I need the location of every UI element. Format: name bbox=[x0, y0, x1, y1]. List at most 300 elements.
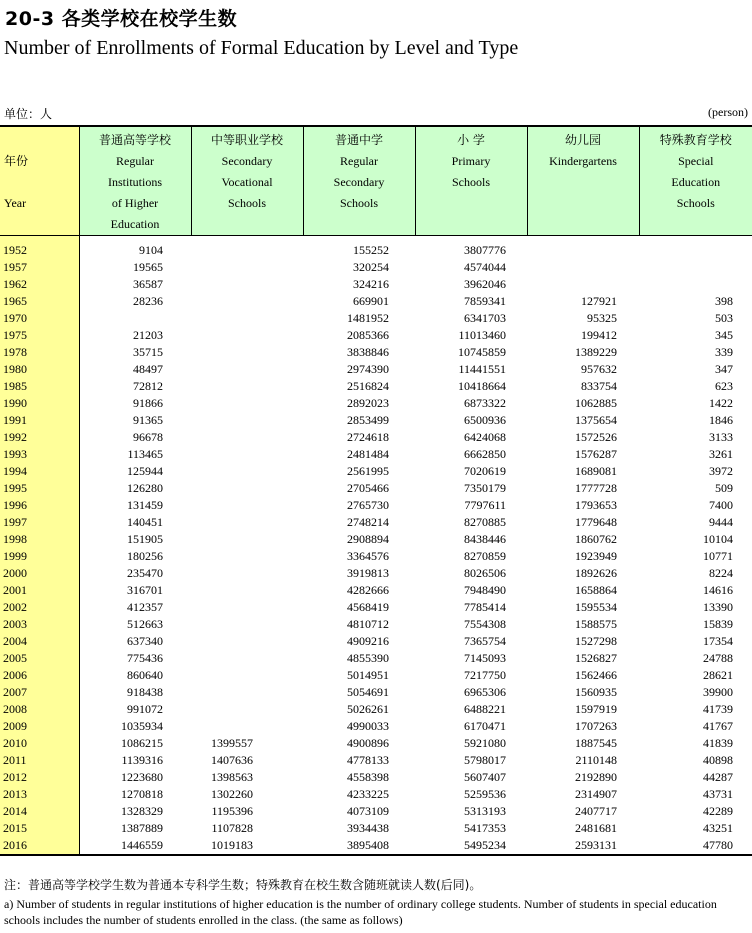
higher-education-cell: 918438 bbox=[127, 685, 163, 699]
secondary-cell: 2892023 bbox=[347, 396, 389, 410]
vocational-cell bbox=[191, 684, 303, 701]
special-education-cell: 3261 bbox=[709, 447, 733, 461]
primary-cell: 6662850 bbox=[464, 447, 506, 461]
vocational-cell bbox=[191, 310, 303, 327]
special-education-cell: 7400 bbox=[709, 498, 733, 512]
higher-education-cell: 180256 bbox=[127, 549, 163, 563]
table-row bbox=[0, 684, 752, 701]
kindergarten-cell: 1389229 bbox=[575, 345, 617, 359]
table-row bbox=[0, 599, 752, 616]
special-education-cell: 43251 bbox=[703, 821, 733, 835]
vocational-cell bbox=[191, 242, 303, 259]
vocational-cell bbox=[191, 480, 303, 497]
kindergarten-cell: 1527298 bbox=[575, 634, 617, 648]
vocational-cell bbox=[191, 582, 303, 599]
secondary-cell: 4233225 bbox=[347, 787, 389, 801]
primary-cell: 7948490 bbox=[464, 583, 506, 597]
year-cell: 1952 bbox=[0, 242, 79, 259]
higher-education-cell: 140451 bbox=[127, 515, 163, 529]
kindergarten-cell: 1777728 bbox=[575, 481, 617, 495]
vocational-cell: 1399557 bbox=[211, 736, 253, 750]
kindergarten-cell: 1595534 bbox=[575, 600, 617, 614]
column-header-en: Special bbox=[678, 154, 714, 168]
kindergarten-cell: 1375654 bbox=[575, 413, 617, 427]
vocational-cell bbox=[191, 293, 303, 310]
kindergarten-cell: 2314907 bbox=[575, 787, 617, 801]
primary-cell: 3962046 bbox=[464, 277, 506, 291]
higher-education-cell: 512663 bbox=[127, 617, 163, 631]
footnote-en: a) Number of students in regular institutions of higher education is the number of ordinary college students. Number of students in special education schools includes the number of students enrolled in the class. (the same as follows) bbox=[4, 897, 717, 927]
primary-cell: 6424068 bbox=[464, 430, 506, 444]
column-header-en: Institutions bbox=[107, 175, 162, 189]
primary-cell: 5798017 bbox=[464, 753, 506, 767]
higher-education-cell: 21203 bbox=[133, 328, 163, 342]
table-row bbox=[0, 837, 752, 855]
kindergarten-cell: 1560935 bbox=[575, 685, 617, 699]
year-cell: 2016 bbox=[0, 837, 79, 855]
column-header-en: Education bbox=[110, 217, 160, 231]
special-education-cell: 41839 bbox=[703, 736, 733, 750]
special-education-cell bbox=[639, 242, 752, 259]
column-header-en: Primary bbox=[451, 154, 491, 168]
higher-education-cell: 28236 bbox=[133, 294, 163, 308]
year-cell: 2013 bbox=[0, 786, 79, 803]
vocational-cell bbox=[191, 259, 303, 276]
higher-education-cell: 1446559 bbox=[79, 837, 191, 855]
kindergarten-cell: 1526827 bbox=[575, 651, 617, 665]
year-cell: 1999 bbox=[0, 548, 79, 565]
secondary-cell: 5014951 bbox=[347, 668, 389, 682]
primary-cell: 8026506 bbox=[464, 566, 506, 580]
secondary-cell: 3919813 bbox=[347, 566, 389, 580]
table-row bbox=[0, 395, 752, 412]
secondary-cell: 4909216 bbox=[347, 634, 389, 648]
year-header-cn: 年份 bbox=[4, 154, 29, 168]
year-cell: 1978 bbox=[0, 344, 79, 361]
secondary-cell: 4900896 bbox=[347, 736, 389, 750]
special-education-cell: 15839 bbox=[703, 617, 733, 631]
secondary-cell: 2481484 bbox=[347, 447, 389, 461]
table-row bbox=[0, 327, 752, 344]
kindergarten-cell: 833754 bbox=[581, 379, 617, 393]
table-row bbox=[0, 497, 752, 514]
vocational-cell bbox=[191, 701, 303, 718]
footnote-cn: 注：普通高等学校学生数为普通本专科学生数；特殊教育在校生数含随班就读人数(后同)。 bbox=[4, 878, 482, 892]
higher-education-cell: 1270818 bbox=[121, 787, 163, 801]
table-row bbox=[0, 293, 752, 310]
higher-education-cell: 126280 bbox=[127, 481, 163, 495]
unit-label-en: (person) bbox=[708, 105, 748, 119]
secondary-cell: 2765730 bbox=[347, 498, 389, 512]
higher-education-cell: 1387889 bbox=[121, 821, 163, 835]
secondary-cell: 4778133 bbox=[347, 753, 389, 767]
column-header-cn: 特殊教育学校 bbox=[659, 133, 732, 147]
vocational-cell bbox=[191, 446, 303, 463]
year-cell: 2014 bbox=[0, 803, 79, 820]
year-cell: 1995 bbox=[0, 480, 79, 497]
column-header-cn: 中等职业学校 bbox=[210, 133, 283, 147]
vocational-cell bbox=[191, 650, 303, 667]
special-education-cell: 40898 bbox=[703, 753, 733, 767]
table-row bbox=[0, 667, 752, 684]
special-education-cell: 43731 bbox=[703, 787, 733, 801]
special-education-cell bbox=[639, 276, 752, 293]
vocational-cell bbox=[191, 599, 303, 616]
vocational-cell: 1398563 bbox=[211, 770, 253, 784]
special-education-cell: 28621 bbox=[703, 668, 733, 682]
primary-cell: 6341703 bbox=[464, 311, 506, 325]
year-cell: 2010 bbox=[0, 735, 79, 752]
primary-cell: 5921080 bbox=[464, 736, 506, 750]
primary-cell: 8270885 bbox=[464, 515, 506, 529]
table-body bbox=[0, 236, 752, 856]
kindergarten-cell: 1597919 bbox=[575, 702, 617, 716]
higher-education-cell: 316701 bbox=[127, 583, 163, 597]
kindergarten-cell: 1588575 bbox=[575, 617, 617, 631]
year-cell: 1992 bbox=[0, 429, 79, 446]
primary-cell: 3807776 bbox=[464, 243, 506, 257]
higher-education-cell: 125944 bbox=[127, 464, 163, 478]
higher-education-cell: 9104 bbox=[139, 243, 163, 257]
kindergarten-cell: 2481681 bbox=[575, 821, 617, 835]
year-cell: 2002 bbox=[0, 599, 79, 616]
table-row bbox=[0, 344, 752, 361]
column-header-secondary bbox=[303, 126, 415, 236]
column-header-en: Regular bbox=[340, 154, 378, 168]
column-header-en: Education bbox=[671, 175, 721, 189]
vocational-cell bbox=[191, 327, 303, 344]
year-cell: 2003 bbox=[0, 616, 79, 633]
column-header-vocational bbox=[191, 126, 303, 236]
kindergarten-cell: 1707263 bbox=[575, 719, 617, 733]
year-cell: 1965 bbox=[0, 293, 79, 310]
kindergarten-cell: 1658864 bbox=[575, 583, 617, 597]
column-header-cn: 普通中学 bbox=[334, 133, 383, 147]
page-title-en: Number of Enrollments of Formal Education by Level and Type bbox=[4, 37, 519, 59]
table-row bbox=[0, 548, 752, 565]
kindergarten-cell: 1562466 bbox=[575, 668, 617, 682]
table-header bbox=[0, 126, 752, 236]
primary-cell: 7365754 bbox=[464, 634, 506, 648]
secondary-cell: 4558398 bbox=[347, 770, 389, 784]
table-row bbox=[0, 752, 752, 769]
column-header-en: Secondary bbox=[333, 175, 385, 189]
secondary-cell: 2853499 bbox=[347, 413, 389, 427]
higher-education-cell: 991072 bbox=[127, 702, 163, 716]
higher-education-cell: 113465 bbox=[127, 447, 163, 461]
kindergarten-cell: 1923949 bbox=[575, 549, 617, 563]
kindergarten-cell: 1793653 bbox=[575, 498, 617, 512]
higher-education-cell: 1086215 bbox=[121, 736, 163, 750]
year-cell: 1996 bbox=[0, 497, 79, 514]
column-header-cn: 幼儿园 bbox=[564, 133, 601, 147]
table-row bbox=[0, 718, 752, 735]
kindergarten-cell: 2593131 bbox=[527, 837, 639, 855]
table-row bbox=[0, 701, 752, 718]
table-row bbox=[0, 531, 752, 548]
kindergarten-cell: 127921 bbox=[581, 294, 617, 308]
year-cell: 2005 bbox=[0, 650, 79, 667]
vocational-cell bbox=[191, 378, 303, 395]
year-cell: 1994 bbox=[0, 463, 79, 480]
column-header-special-education bbox=[639, 126, 752, 236]
year-cell: 1957 bbox=[0, 259, 79, 276]
vocational-cell bbox=[191, 565, 303, 582]
kindergarten-cell: 957632 bbox=[581, 362, 617, 376]
vocational-cell bbox=[191, 412, 303, 429]
special-education-cell: 10104 bbox=[703, 532, 733, 546]
primary-cell: 5417353 bbox=[464, 821, 506, 835]
secondary-cell: 2561995 bbox=[347, 464, 389, 478]
higher-education-cell: 72812 bbox=[133, 379, 163, 393]
table-row bbox=[0, 276, 752, 293]
table-row bbox=[0, 514, 752, 531]
special-education-cell: 3972 bbox=[709, 464, 733, 478]
column-header-en: Vocational bbox=[221, 175, 273, 189]
column-header-cn: 普通高等学校 bbox=[98, 133, 171, 147]
vocational-cell bbox=[191, 531, 303, 548]
table-row bbox=[0, 242, 752, 259]
kindergarten-cell: 1779648 bbox=[575, 515, 617, 529]
primary-cell: 10745859 bbox=[458, 345, 506, 359]
year-cell: 1970 bbox=[0, 310, 79, 327]
column-header-en: Secondary bbox=[221, 154, 273, 168]
secondary-cell: 3895408 bbox=[303, 837, 415, 855]
vocational-cell bbox=[191, 548, 303, 565]
special-education-cell: 17354 bbox=[703, 634, 733, 648]
table-row bbox=[0, 259, 752, 276]
secondary-cell: 4990033 bbox=[347, 719, 389, 733]
table-row bbox=[0, 429, 752, 446]
vocational-cell bbox=[191, 667, 303, 684]
special-education-cell: 623 bbox=[715, 379, 733, 393]
special-education-cell: 398 bbox=[715, 294, 733, 308]
higher-education-cell: 35715 bbox=[133, 345, 163, 359]
special-education-cell: 339 bbox=[715, 345, 733, 359]
vocational-cell bbox=[191, 616, 303, 633]
table-row bbox=[0, 820, 752, 837]
special-education-cell: 39900 bbox=[703, 685, 733, 699]
vocational-cell bbox=[191, 344, 303, 361]
primary-cell: 6170471 bbox=[464, 719, 506, 733]
special-education-cell: 9444 bbox=[709, 515, 733, 529]
kindergarten-cell: 1887545 bbox=[575, 736, 617, 750]
enrollment-table bbox=[0, 125, 752, 856]
secondary-cell: 4810712 bbox=[347, 617, 389, 631]
primary-cell: 7797611 bbox=[464, 498, 506, 512]
column-header-en: Kindergartens bbox=[549, 154, 617, 168]
special-education-cell: 47780 bbox=[639, 837, 752, 855]
special-education-cell: 41739 bbox=[703, 702, 733, 716]
special-education-cell: 3133 bbox=[709, 430, 733, 444]
higher-education-cell bbox=[79, 310, 191, 327]
higher-education-cell: 1328329 bbox=[121, 804, 163, 818]
primary-cell: 5259536 bbox=[464, 787, 506, 801]
kindergarten-cell: 1572526 bbox=[575, 430, 617, 444]
higher-education-cell: 235470 bbox=[127, 566, 163, 580]
special-education-cell: 509 bbox=[715, 481, 733, 495]
special-education-cell: 41767 bbox=[703, 719, 733, 733]
special-education-cell: 13390 bbox=[703, 600, 733, 614]
secondary-cell: 4282666 bbox=[347, 583, 389, 597]
primary-cell: 6500936 bbox=[464, 413, 506, 427]
year-cell: 1993 bbox=[0, 446, 79, 463]
vocational-cell bbox=[191, 463, 303, 480]
higher-education-cell: 151905 bbox=[127, 532, 163, 546]
column-header-en: Schools bbox=[227, 196, 266, 210]
primary-cell: 7217750 bbox=[464, 668, 506, 682]
vocational-cell bbox=[191, 276, 303, 293]
kindergarten-cell: 2110148 bbox=[575, 753, 617, 767]
year-cell: 2012 bbox=[0, 769, 79, 786]
special-education-cell: 10771 bbox=[703, 549, 733, 563]
table-row bbox=[0, 446, 752, 463]
secondary-cell: 5026261 bbox=[347, 702, 389, 716]
secondary-cell: 2724618 bbox=[347, 430, 389, 444]
primary-cell: 11441551 bbox=[458, 362, 506, 376]
secondary-cell: 2705466 bbox=[347, 481, 389, 495]
table-row bbox=[0, 310, 752, 327]
table-row bbox=[0, 769, 752, 786]
kindergarten-cell: 1689081 bbox=[575, 464, 617, 478]
special-education-cell: 24788 bbox=[703, 651, 733, 665]
vocational-cell: 1302260 bbox=[211, 787, 253, 801]
table-row bbox=[0, 582, 752, 599]
primary-cell: 10418664 bbox=[458, 379, 506, 393]
vocational-cell: 1019183 bbox=[191, 837, 303, 855]
column-header-higher-education bbox=[79, 126, 191, 236]
vocational-cell: 1195396 bbox=[211, 804, 253, 818]
secondary-cell: 5054691 bbox=[347, 685, 389, 699]
table-row bbox=[0, 565, 752, 582]
secondary-cell: 669901 bbox=[353, 294, 389, 308]
secondary-cell: 155252 bbox=[353, 243, 389, 257]
higher-education-cell: 48497 bbox=[133, 362, 163, 376]
unit-label-cn: 单位：人 bbox=[4, 107, 53, 121]
secondary-cell: 320254 bbox=[353, 260, 389, 274]
vocational-cell: 1407636 bbox=[211, 753, 253, 767]
year-cell: 2015 bbox=[0, 820, 79, 837]
kindergarten-cell: 1892626 bbox=[575, 566, 617, 580]
year-cell: 1998 bbox=[0, 531, 79, 548]
higher-education-cell: 637340 bbox=[127, 634, 163, 648]
year-cell: 2011 bbox=[0, 752, 79, 769]
secondary-cell: 2908894 bbox=[347, 532, 389, 546]
special-education-cell: 1422 bbox=[709, 396, 733, 410]
special-education-cell: 42289 bbox=[703, 804, 733, 818]
secondary-cell: 1481952 bbox=[347, 311, 389, 325]
vocational-cell bbox=[191, 718, 303, 735]
kindergarten-cell bbox=[527, 259, 639, 276]
secondary-cell: 3364576 bbox=[347, 549, 389, 563]
table-row bbox=[0, 361, 752, 378]
year-header-en: Year bbox=[4, 196, 27, 210]
secondary-cell: 3838846 bbox=[347, 345, 389, 359]
year-cell: 2001 bbox=[0, 582, 79, 599]
table-row bbox=[0, 480, 752, 497]
table-row bbox=[0, 803, 752, 820]
table-row bbox=[0, 412, 752, 429]
year-cell: 1962 bbox=[0, 276, 79, 293]
vocational-cell bbox=[191, 633, 303, 650]
column-header-en: Schools bbox=[339, 196, 378, 210]
year-column-header bbox=[0, 126, 79, 236]
secondary-cell: 4073109 bbox=[347, 804, 389, 818]
kindergarten-cell: 199412 bbox=[581, 328, 617, 342]
special-education-cell: 14616 bbox=[703, 583, 733, 597]
year-cell: 2006 bbox=[0, 667, 79, 684]
vocational-cell bbox=[191, 395, 303, 412]
primary-cell: 5607407 bbox=[464, 770, 506, 784]
kindergarten-cell: 1860762 bbox=[575, 532, 617, 546]
kindergarten-cell: 95325 bbox=[587, 311, 617, 325]
year-cell: 2007 bbox=[0, 684, 79, 701]
higher-education-cell: 91866 bbox=[133, 396, 163, 410]
higher-education-cell: 1223680 bbox=[121, 770, 163, 784]
secondary-cell: 3934438 bbox=[347, 821, 389, 835]
primary-cell: 7145093 bbox=[464, 651, 506, 665]
year-cell: 1980 bbox=[0, 361, 79, 378]
higher-education-cell: 860640 bbox=[127, 668, 163, 682]
primary-cell: 8270859 bbox=[464, 549, 506, 563]
kindergarten-cell: 2192890 bbox=[575, 770, 617, 784]
year-cell: 1997 bbox=[0, 514, 79, 531]
primary-cell: 7554308 bbox=[464, 617, 506, 631]
primary-cell: 6488221 bbox=[464, 702, 506, 716]
column-header-kindergartens bbox=[527, 126, 639, 236]
year-cell: 1985 bbox=[0, 378, 79, 395]
kindergarten-cell bbox=[527, 242, 639, 259]
special-education-cell: 503 bbox=[715, 311, 733, 325]
higher-education-cell: 96678 bbox=[133, 430, 163, 444]
table-row bbox=[0, 378, 752, 395]
column-header-cn: 小 学 bbox=[457, 133, 485, 147]
vocational-cell bbox=[191, 429, 303, 446]
primary-cell: 8438446 bbox=[464, 532, 506, 546]
special-education-cell bbox=[639, 259, 752, 276]
table-row bbox=[0, 616, 752, 633]
year-cell: 2000 bbox=[0, 565, 79, 582]
special-education-cell: 1846 bbox=[709, 413, 733, 427]
kindergarten-cell: 2407717 bbox=[575, 804, 617, 818]
primary-cell: 7859341 bbox=[464, 294, 506, 308]
column-header-en: Regular bbox=[116, 154, 154, 168]
primary-cell: 6965306 bbox=[464, 685, 506, 699]
primary-cell: 5313193 bbox=[464, 804, 506, 818]
special-education-cell: 345 bbox=[715, 328, 733, 342]
kindergarten-cell: 1062885 bbox=[575, 396, 617, 410]
secondary-cell: 2085366 bbox=[347, 328, 389, 342]
table-row bbox=[0, 463, 752, 480]
primary-cell: 7350179 bbox=[464, 481, 506, 495]
year-cell: 1991 bbox=[0, 412, 79, 429]
column-header-en: Schools bbox=[451, 175, 490, 189]
page-title-cn: 20-3 各类学校在校学生数 bbox=[5, 8, 238, 30]
higher-education-cell: 775436 bbox=[127, 651, 163, 665]
primary-cell: 6873322 bbox=[464, 396, 506, 410]
primary-cell: 7020619 bbox=[464, 464, 506, 478]
higher-education-cell: 1035934 bbox=[121, 719, 163, 733]
secondary-cell: 2516824 bbox=[347, 379, 389, 393]
table-row bbox=[0, 633, 752, 650]
kindergarten-cell bbox=[527, 276, 639, 293]
column-header-en: of Higher bbox=[111, 196, 159, 210]
secondary-cell: 2974390 bbox=[347, 362, 389, 376]
vocational-cell bbox=[191, 514, 303, 531]
higher-education-cell: 91365 bbox=[133, 413, 163, 427]
secondary-cell: 324216 bbox=[353, 277, 389, 291]
year-cell: 1990 bbox=[0, 395, 79, 412]
